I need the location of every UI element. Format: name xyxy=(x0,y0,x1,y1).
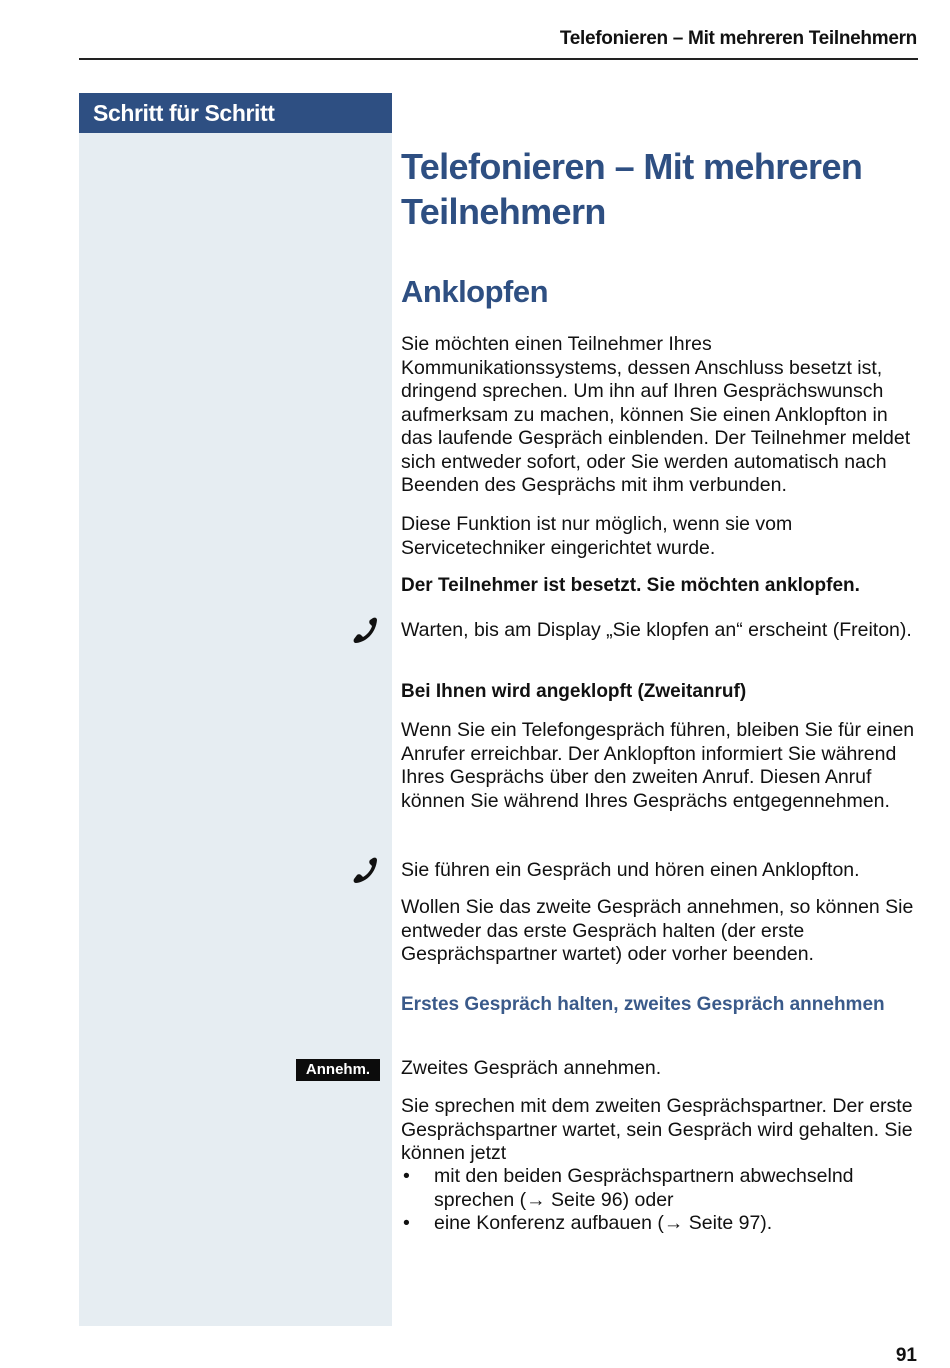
options-list xyxy=(401,1165,921,1236)
handset-icon xyxy=(350,616,380,646)
step-wait-instruction: Warten, bis am Display „Sie klopfen an“ erscheint (Freiton). xyxy=(401,619,912,641)
annehm-key[interactable]: Annehm. xyxy=(296,1059,380,1081)
page-number: 91 xyxy=(895,1345,917,1366)
list-item: • mit den beiden Gesprächspartnern abwechselnd sprechen (→ Seite 96) oder xyxy=(401,1165,921,1212)
step-call-instruction: Sie führen ein Gespräch und hören einen Anklopfton. xyxy=(401,859,860,881)
step-sidebar xyxy=(79,93,392,1326)
intro-paragraph: Sie möchten einen Teilnehmer Ihres Kommunikationssystems, dessen Anschluss besetzt ist, dringend sprechen. Um ihn auf Ihren Gesprächswunsch aufmerksam zu machen, können Sie einen Anklopfton in das laufende Gespräch einblenden. Der Teilnehmer meldet sich entweder sofort, oder Sie werden automatisch nach Beenden des Gesprächs mit ihm verbunden. xyxy=(401,333,911,496)
section-title: Anklopfen xyxy=(401,274,549,309)
step-answer-instruction: Zweites Gespräch annehmen. xyxy=(401,1057,662,1079)
step2-paragraph: Wollen Sie das zweite Gespräch annehmen, so können Sie entweder das erste Gespräch halten (der erste Gesprächspartner wartet) oder vorher beenden. xyxy=(401,896,914,965)
subsection-title: Erstes Gespräch halten, zweites Gespräch annehmen xyxy=(401,994,885,1015)
handset-icon xyxy=(350,856,380,886)
sidebar-title: Schritt für Schritt xyxy=(79,93,392,133)
case1-title: Der Teilnehmer ist besetzt. Sie möchten anklopfen. xyxy=(401,575,860,596)
page-title: Telefonieren – Mit mehreren Teilnehmern xyxy=(401,146,863,232)
list-item: • eine Konferenz aufbauen (→ Seite 97). xyxy=(401,1212,921,1236)
step3-paragraph: Sie sprechen mit dem zweiten Gesprächspartner. Der erste Gesprächspartner wartet, sein Gespräch wird gehalten. Sie können jetzt xyxy=(401,1095,913,1164)
case2-paragraph: Wenn Sie ein Telefongespräch führen, bleiben Sie für einen Anrufer erreichbar. Der Anklopfton informiert Sie während Ihres Gesprächs über den zweiten Anruf. Diesen Anruf können Sie während Ihres Gesprächs entgegennehmen. xyxy=(401,719,915,812)
case2-title: Bei Ihnen wird angeklopft (Zweitanruf) xyxy=(401,681,747,702)
note-paragraph: Diese Funktion ist nur möglich, wenn sie vom Servicetechniker eingerichtet wurde. xyxy=(401,513,793,559)
header-rule xyxy=(79,58,918,60)
running-header: Telefonieren – Mit mehreren Teilnehmern xyxy=(559,28,917,49)
